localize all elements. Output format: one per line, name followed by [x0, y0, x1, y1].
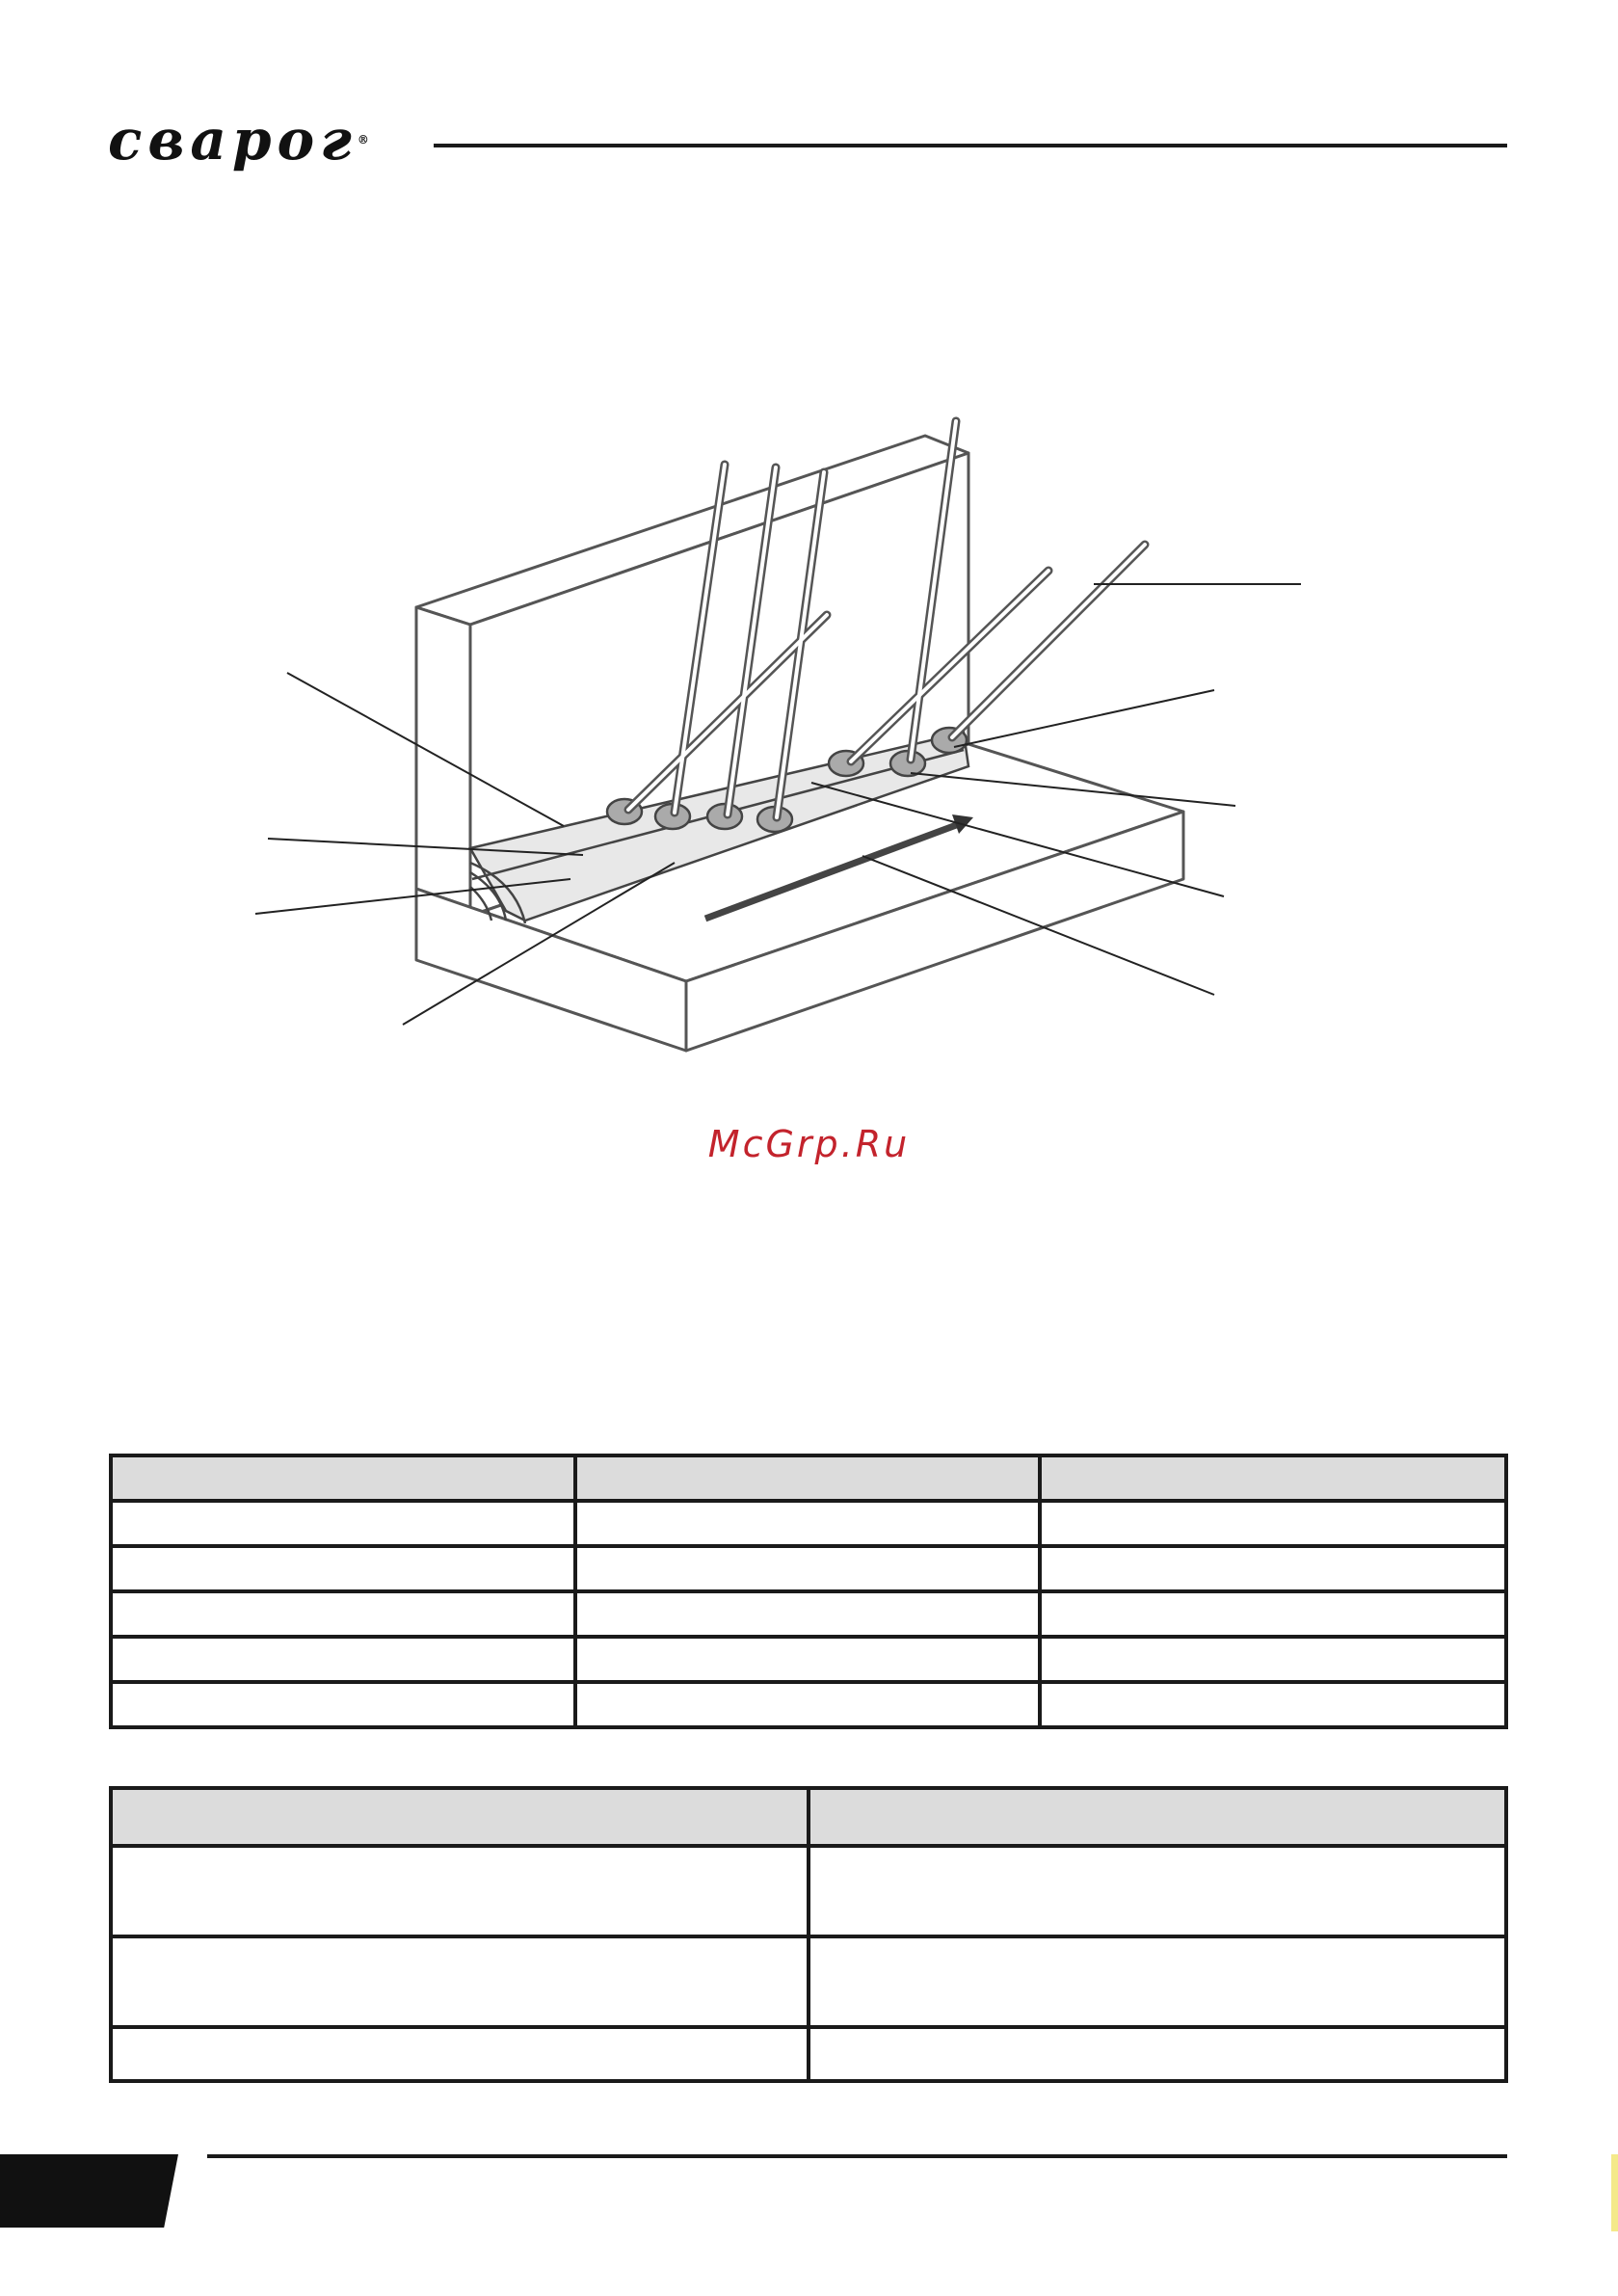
table-cell — [111, 1846, 809, 1936]
table-cell — [809, 1788, 1506, 1846]
table-row — [111, 1936, 1506, 2027]
brand-logo — [108, 106, 416, 174]
edge-marker — [1611, 2154, 1618, 2231]
table-1 — [109, 1454, 1508, 1729]
table-cell — [809, 2027, 1506, 2081]
watermark: McGrp.Ru — [707, 1123, 911, 1165]
table-cell — [809, 1846, 1506, 1936]
page-number-tab — [0, 2154, 178, 2228]
table-row — [111, 1501, 1506, 1546]
table-cell — [575, 1455, 1040, 1501]
table-cell — [1040, 1637, 1506, 1682]
table-cell — [575, 1546, 1040, 1591]
table-row — [111, 2027, 1506, 2081]
header-rule — [434, 144, 1507, 147]
table-cell — [111, 1682, 575, 1727]
footer-rule — [207, 2154, 1507, 2158]
table-cell — [1040, 1501, 1506, 1546]
table-cell — [575, 1637, 1040, 1682]
table-cell — [1040, 1682, 1506, 1727]
table-cell — [111, 1637, 575, 1682]
table-cell — [111, 1591, 575, 1637]
table-row — [111, 1546, 1506, 1591]
table-cell — [1040, 1591, 1506, 1637]
table-cell — [575, 1591, 1040, 1637]
table-cell — [1040, 1455, 1506, 1501]
table-cell — [575, 1501, 1040, 1546]
table-cell — [1040, 1546, 1506, 1591]
registered-mark: ® — [357, 133, 369, 147]
table-cell — [809, 1936, 1506, 2027]
table-2 — [109, 1786, 1508, 2083]
table-cell — [111, 1936, 809, 2027]
table-row — [111, 1591, 1506, 1637]
welding-figure — [0, 405, 1618, 1080]
table-cell — [111, 1501, 575, 1546]
table-row — [111, 1788, 1506, 1846]
table-row — [111, 1637, 1506, 1682]
table-cell — [111, 1455, 575, 1501]
brand-logo-text: сварог — [108, 107, 358, 173]
table-cell — [575, 1682, 1040, 1727]
table-cell — [111, 1788, 809, 1846]
table-row — [111, 1682, 1506, 1727]
table-cell — [111, 1546, 575, 1591]
table-row — [111, 1455, 1506, 1501]
table-cell — [111, 2027, 809, 2081]
table-row — [111, 1846, 1506, 1936]
